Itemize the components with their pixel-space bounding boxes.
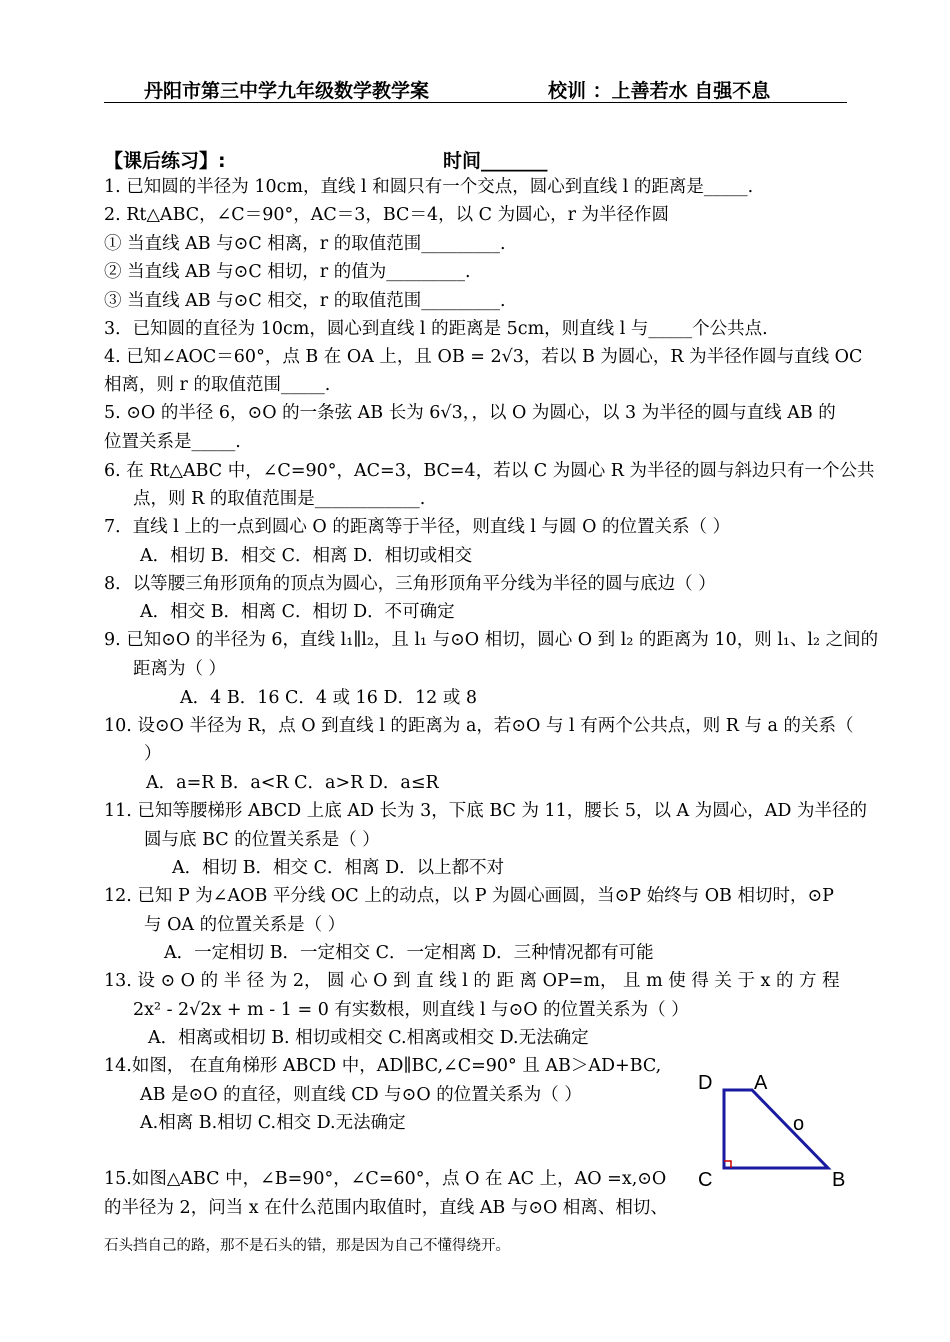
problem-2-part-1: ① 当直线 AB 与⊙C 相离，r 的取值范围_________. (104, 234, 506, 254)
footer-quote: 石头挡自己的路，那不是石头的错，那是因为自己不懂得绕开。 (104, 1238, 510, 1254)
problem-2-part-3: ③ 当直线 AB 与⊙C 相交，r 的取值范围_________. (104, 291, 506, 311)
problem-2: 2. Rt△ABC，∠C＝90°，AC＝3，BC＝4，以 C 为圆心，r 为半径作圆 (104, 205, 670, 225)
label-o: o (793, 1113, 805, 1135)
problem-9-cont: 距离为（ ） (133, 659, 227, 679)
header-motto: 校训 ：上善若水 自强不息 (548, 80, 771, 102)
problem-15: 15.如图△ABC 中，∠B=90°，∠C=60°，点 O 在 AC 上，AO =x,⊙O (104, 1169, 667, 1189)
section-title: 【课后练习】: (104, 150, 226, 172)
problem-3: 3．已知圆的直径为 10cm，圆心到直线 l 的距离是 5cm，则直线 l 与_____个公共点. (104, 319, 768, 339)
problem-5: 5. ⊙O 的半径 6，⊙O 的一条弦 AB 长为 6√3，，以 O 为圆心，以 3 为半径的圆与直线 AB 的 (104, 403, 836, 423)
problem-7: 7．直线 l 上的一点到圆心 O 的距离等于半径，则直线 l 与圆 O 的位置关系（ ） (104, 517, 731, 537)
label-d: D (698, 1072, 713, 1094)
problem-15-cont: 的半径为 2，问当 x 在什么范围内取值时，直线 AB 与⊙O 相离、相切、 (104, 1198, 668, 1218)
problem-9-options: A．4 B．16 C．4 或 16 D．12 或 8 (180, 688, 478, 708)
header-school-title: 丹阳市第三中学九年级数学教学案 (144, 80, 430, 102)
problem-12: 12. 已知 P 为∠AOB 平分线 OC 上的动点，以 P 为圆心画圆，当⊙P 始终与 OB 相切时，⊙P (104, 886, 834, 906)
problem-14-cont: AB 是⊙O 的直径，则直线 CD 与⊙O 的位置关系为（ ） (140, 1085, 582, 1105)
problem-12-options: A．一定相切 B．一定相交 C．一定相离 D．三种情况都有可能 (164, 943, 654, 963)
problem-11-options: A．相切 B．相交 C．相离 D．以上都不对 (172, 858, 505, 878)
problem-4-cont: 相离，则 r 的取值范围_____. (104, 375, 331, 395)
problem-10-options: A．a=R B．a<R C．a>R D．a≤R (146, 773, 439, 793)
problem-13-options: A．相离或相切 B. 相切或相交 C.相离或相交 D.无法确定 (148, 1028, 589, 1048)
problem-11-cont: 圆与底 BC 的位置关系是（ ） (144, 830, 380, 850)
problem-14-options: A.相离 B.相切 C.相交 D.无法确定 (140, 1113, 406, 1133)
problem-12-cont: 与 OA 的位置关系是（ ） (144, 915, 346, 935)
trapezoid-figure (690, 1064, 860, 1196)
problem-10: 10. 设⊙O 半径为 R，点 O 到直线 l 的距离为 a，若⊙O 与 l 有两个公共点，则 R 与 a 的关系（ (104, 716, 854, 736)
problem-8: 8．以等腰三角形顶角的顶点为圆心，三角形顶角平分线为半径的圆与底边（ ） (104, 574, 716, 594)
label-b: B (832, 1169, 846, 1191)
problem-5-cont: 位置关系是_____. (104, 432, 241, 452)
page-header (104, 74, 847, 103)
problem-14: 14.如图， 在直角梯形 ABCD 中，AD∥BC,∠C=90° 且 AB＞AD+BC, (104, 1056, 662, 1076)
problem-7-options: A．相切 B．相交 C．相离 D．相切或相交 (140, 546, 473, 566)
problem-13: 13. 设 ⊙ O 的 半 径 为 2， 圆 心 O 到 直 线 l 的 距 离 OP=m， 且 m 使 得 关 于 x 的 方 程 (104, 971, 840, 991)
problem-13-equation: 2x² - 2√2x + m - 1 = 0 有实数根，则直线 l 与⊙O 的位置关系为（ ） (133, 1000, 689, 1020)
problem-6: 6. 在 Rt△ABC 中，∠C=90°，AC=3，BC=4，若以 C 为圆心 R 为半径的圆与斜边只有一个公共 (104, 461, 875, 481)
label-a: A (754, 1072, 768, 1094)
problem-9: 9. 已知⊙O 的半径为 6，直线 l₁∥l₂，且 l₁ 与⊙O 相切，圆心 O 到 l₂ 的距离为 10，则 l₁、l₂ 之间的 (104, 630, 879, 650)
problem-6-cont: 点，则 R 的取值范围是____________. (133, 489, 426, 509)
problem-4: 4. 已知∠AOC＝60°，点 B 在 OA 上，且 OB = 2√3，若以 B 为圆心，R 为半径作圆与直线 OC (104, 347, 863, 367)
problem-2-part-2: ② 当直线 AB 与⊙C 相切，r 的值为_________. (104, 262, 471, 282)
problem-1: 1. 已知圆的半径为 10cm，直线 l 和圆只有一个交点，圆心到直线 l 的距离是_____. (104, 177, 754, 197)
label-c: C (698, 1169, 713, 1191)
problem-10-cont: ） (144, 744, 162, 764)
time-field: 时间_______ (443, 150, 548, 172)
trapezoid-abcd (724, 1090, 828, 1168)
problem-8-options: A．相交 B．相离 C．相切 D．不可确定 (140, 602, 455, 622)
problem-11: 11. 已知等腰梯形 ABCD 上底 AD 长为 3，下底 BC 为 11，腰长 5，以 A 为圆心，AD 为半径的 (104, 801, 867, 821)
